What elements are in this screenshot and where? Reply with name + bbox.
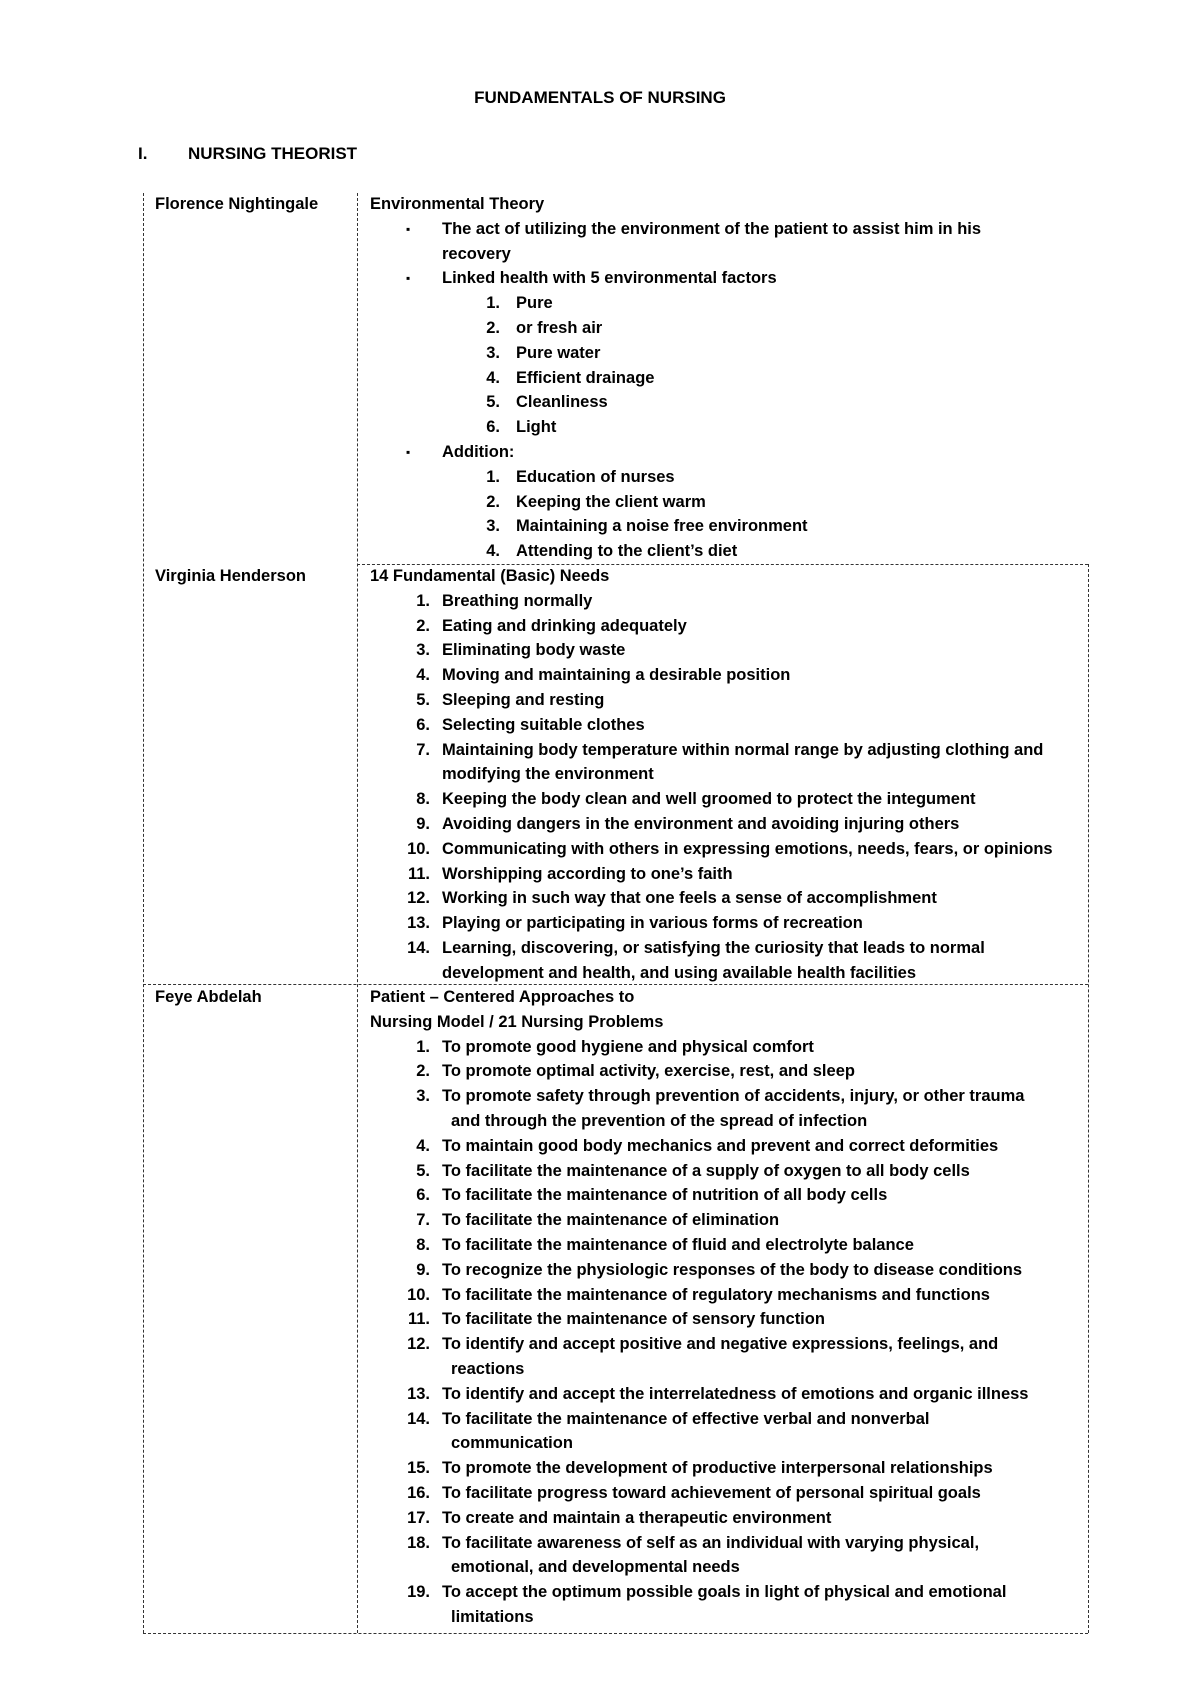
problem-item: To facilitate the maintenance of regulatory mechanisms and functions <box>442 1285 990 1304</box>
bullet-marker: ▪ <box>406 221 411 236</box>
problem-number: 14. <box>407 1409 430 1428</box>
table-border-right <box>1088 564 1089 1633</box>
problem-item: To promote safety through prevention of accidents, injury, or other trauma <box>442 1087 1025 1106</box>
problem-item: To facilitate the maintenance of nutrition of all body cells <box>442 1186 888 1205</box>
need-number: 6. <box>416 715 430 734</box>
need-number: 2. <box>416 616 430 635</box>
problem-number: 1. <box>416 1037 430 1056</box>
addition-number: 1. <box>486 467 500 486</box>
problem-number: 3. <box>416 1087 430 1106</box>
need-item: Playing or participating in various forms of recreation <box>442 914 863 933</box>
problem-number: 6. <box>416 1186 430 1205</box>
need-item: Moving and maintaining a desirable position <box>442 666 791 685</box>
addition-item: Attending to the client’s diet <box>516 542 738 561</box>
table-border-row1 <box>357 564 1088 565</box>
document-title: FUNDAMENTALS OF NURSING <box>474 88 726 107</box>
problem-number: 10. <box>407 1285 430 1304</box>
problem-item: To facilitate progress toward achievement of personal spiritual goals <box>442 1484 981 1502</box>
table-border-middle <box>357 193 358 1633</box>
theorist-name-nightingale: Florence Nightingale <box>155 195 319 213</box>
need-item: Breathing normally <box>442 591 593 610</box>
addition-number: 2. <box>486 492 500 511</box>
factor-item: Pure water <box>516 343 601 362</box>
factor-number: 2. <box>486 319 500 337</box>
factor-number: 5. <box>486 393 500 412</box>
problem-number: 2. <box>416 1062 430 1081</box>
need-number: 13. <box>407 914 430 933</box>
theorist-name-henderson: Virginia Henderson <box>155 567 306 585</box>
problem-item: To facilitate the maintenance of effective verbal and nonverbal <box>442 1409 930 1428</box>
addition-number: 3. <box>486 517 500 536</box>
problem-number: 15. <box>407 1459 430 1478</box>
problem-item: To facilitate the maintenance of a supply of oxygen to all body cells <box>442 1161 970 1180</box>
problem-item: To accept the optimum possible goals in light of physical and emotional <box>442 1583 1007 1602</box>
problem-number: 4. <box>416 1136 430 1155</box>
factor-item: Efficient drainage <box>516 368 655 387</box>
table-border-bottom <box>143 1633 1088 1634</box>
need-item: Keeping the body clean and well groomed to protect the integument <box>442 790 976 809</box>
bullet-text: Linked health with 5 environmental factors <box>442 269 777 288</box>
need-item: Avoiding dangers in the environment and avoiding injuring others <box>442 815 960 833</box>
problem-number: 7. <box>416 1211 430 1230</box>
section-title: NURSING THEORIST <box>188 144 358 163</box>
need-number: 5. <box>416 691 430 709</box>
need-number: 1. <box>416 591 430 610</box>
need-number: 9. <box>416 815 430 833</box>
theory-heading-abdelah: Patient – Centered Approaches to <box>370 988 635 1006</box>
problem-item-continued: reactions <box>451 1360 525 1378</box>
section-heading <box>138 144 357 164</box>
need-item: Maintaining body temperature within normal range by adjusting clothing and <box>442 740 1044 759</box>
problem-number: 16. <box>407 1484 430 1502</box>
problem-number: 11. <box>407 1310 430 1329</box>
need-item: Selecting suitable clothes <box>442 715 645 734</box>
need-item-continued: modifying the environment <box>442 765 654 784</box>
theory-subheading-abdelah: Nursing Model / 21 Nursing Problems <box>370 1012 664 1031</box>
factor-item: or fresh air <box>516 319 603 337</box>
bullet-text: Addition: <box>442 443 515 461</box>
need-number: 7. <box>416 740 430 759</box>
need-number: 4. <box>416 666 430 685</box>
need-item: Worshipping according to one’s faith <box>442 864 733 883</box>
theory-heading-nightingale: Environmental Theory <box>370 195 545 213</box>
theory-heading-henderson: 14 Fundamental (Basic) Needs <box>370 567 610 585</box>
need-number: 10. <box>407 839 430 858</box>
need-number: 8. <box>416 790 430 809</box>
need-number: 3. <box>416 641 430 660</box>
factor-number: 6. <box>486 418 500 437</box>
addition-item: Keeping the client warm <box>516 492 706 511</box>
need-item: Eliminating body waste <box>442 641 626 660</box>
theorist-name-abdelah: Feye Abdelah <box>155 988 262 1006</box>
factor-item: Pure <box>516 294 553 313</box>
factor-number: 3. <box>486 343 500 362</box>
factor-item: Cleanliness <box>516 393 608 412</box>
bullet-text: The act of utilizing the environment of the patient to assist him in his <box>442 219 982 238</box>
problem-item-continued: communication <box>451 1434 573 1453</box>
problem-item: To promote good hygiene and physical comfort <box>442 1037 814 1056</box>
bullet-marker: ▪ <box>406 271 411 286</box>
problem-number: 13. <box>407 1384 430 1403</box>
section-number: I. <box>138 144 148 163</box>
need-number: 11. <box>407 864 430 883</box>
need-item: Eating and drinking adequately <box>442 616 687 635</box>
need-number: 12. <box>407 889 430 908</box>
bullet-marker: ▪ <box>406 445 411 459</box>
factor-item: Light <box>516 418 557 437</box>
problem-number: 19. <box>407 1583 430 1602</box>
problem-number: 12. <box>407 1335 430 1354</box>
problem-item: To promote optimal activity, exercise, rest, and sleep <box>442 1062 855 1081</box>
problem-item: To recognize the physiologic responses of the body to disease conditions <box>442 1260 1023 1279</box>
problem-item: To facilitate the maintenance of sensory function <box>442 1310 825 1329</box>
need-item: Communicating with others in expressing emotions, needs, fears, or opinions <box>442 839 1053 858</box>
addition-number: 4. <box>486 542 500 561</box>
problem-number: 18. <box>407 1533 430 1552</box>
need-item: Learning, discovering, or satisfying the curiosity that leads to normal <box>442 939 985 957</box>
need-item-continued: development and health, and using available health facilities <box>442 963 917 982</box>
problem-number: 9. <box>416 1260 430 1279</box>
problem-item-continued: emotional, and developmental needs <box>451 1558 740 1577</box>
problem-item: To facilitate awareness of self as an individual with varying physical, <box>442 1533 980 1552</box>
table-border-left <box>143 193 144 1633</box>
need-item: Working in such way that one feels a sense of accomplishment <box>442 889 937 908</box>
problem-item: To identify and accept positive and negative expressions, feelings, and <box>442 1335 999 1354</box>
problem-number: 5. <box>416 1161 430 1180</box>
problem-item: To facilitate the maintenance of fluid and electrolyte balance <box>442 1236 914 1254</box>
problem-number: 8. <box>416 1236 430 1254</box>
factor-number: 4. <box>486 368 500 387</box>
table-border-row2 <box>143 984 1088 985</box>
problem-item: To promote the development of productive interpersonal relationships <box>442 1459 993 1478</box>
problem-item: To maintain good body mechanics and prevent and correct deformities <box>442 1136 999 1155</box>
addition-item: Maintaining a noise free environment <box>516 517 808 536</box>
problem-number: 17. <box>407 1508 430 1527</box>
problem-item-continued: and through the prevention of the spread of infection <box>451 1112 868 1130</box>
problem-item: To facilitate the maintenance of elimination <box>442 1211 780 1230</box>
need-number: 14. <box>407 939 430 957</box>
addition-item: Education of nurses <box>516 467 675 486</box>
problem-item: To create and maintain a therapeutic environment <box>442 1508 832 1527</box>
factor-number: 1. <box>486 294 500 313</box>
need-item: Sleeping and resting <box>442 691 605 709</box>
bullet-text: recovery <box>442 244 511 263</box>
problem-item: To identify and accept the interrelatedness of emotions and organic illness <box>442 1384 1029 1403</box>
problem-item-continued: limitations <box>451 1608 534 1626</box>
